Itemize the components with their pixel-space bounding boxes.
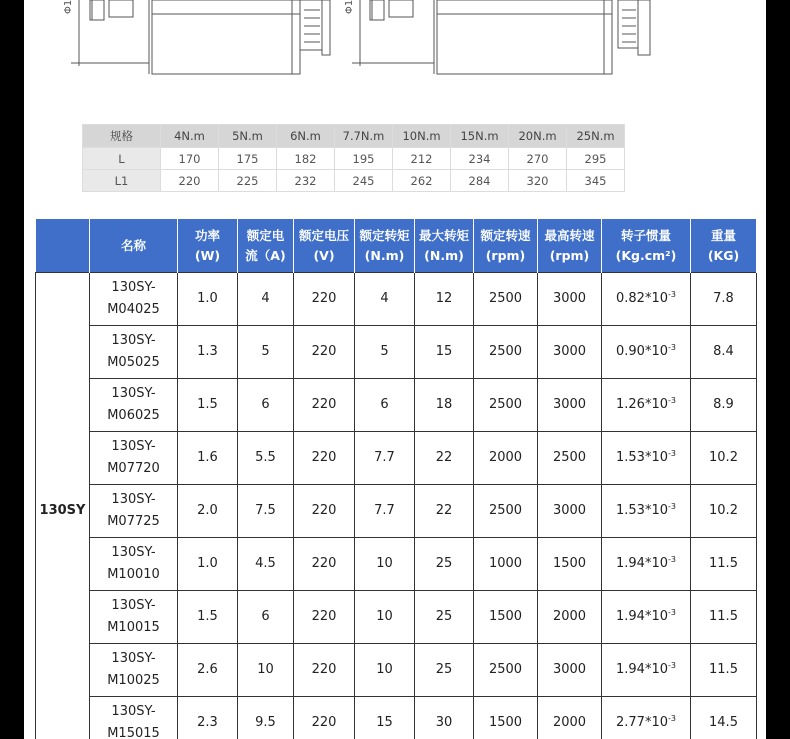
size-row-l	[83, 148, 625, 170]
rated-torque-cell: 7.7	[355, 485, 415, 538]
inertia-cell	[602, 697, 691, 739]
weight-cell: 10.2	[691, 485, 757, 538]
model-name	[90, 326, 178, 379]
size-spec: 15N.m	[451, 125, 509, 148]
power-cell: 2.6	[178, 644, 238, 697]
model-name-bottom: M07720	[107, 461, 160, 476]
size-row-label: L1	[83, 170, 161, 192]
header-inertia	[602, 219, 691, 273]
voltage-cell: 220	[294, 538, 355, 591]
size-value: 284	[451, 170, 509, 192]
rated-speed-cell: 2500	[474, 644, 538, 697]
max-speed-cell: 3000	[538, 379, 602, 432]
size-value: 320	[509, 170, 567, 192]
model-name	[90, 644, 178, 697]
header-line: 重量	[710, 227, 736, 243]
rated-speed-cell: 2000	[474, 432, 538, 485]
model-name-bottom: M07725	[107, 514, 160, 529]
size-value: 212	[393, 148, 451, 170]
model-name	[90, 273, 178, 326]
current-cell: 9.5	[238, 697, 294, 739]
voltage-cell: 220	[294, 697, 355, 739]
max-speed-cell: 2000	[538, 697, 602, 739]
voltage-cell: 220	[294, 432, 355, 485]
inertia-times-ten: *10	[644, 556, 668, 571]
table-row	[36, 432, 757, 485]
header-unit: 流（A)	[245, 247, 286, 263]
voltage-cell: 220	[294, 326, 355, 379]
rated-speed-cell: 1500	[474, 591, 538, 644]
header-unit: (KG)	[707, 247, 740, 263]
inertia-base: 1.26	[616, 397, 645, 412]
voltage-cell: 220	[294, 644, 355, 697]
header-rated-speed	[474, 219, 538, 273]
header-unit: (N.m)	[424, 247, 464, 263]
inertia-times-ten: *10	[644, 662, 668, 677]
model-name-bottom: M04025	[107, 302, 160, 317]
inertia-times-ten: *10	[644, 715, 668, 730]
size-spec: 20N.m	[509, 125, 567, 148]
weight-cell: 11.5	[691, 538, 757, 591]
header-line: 额定电	[246, 227, 285, 243]
current-cell: 6	[238, 591, 294, 644]
current-cell: 7.5	[238, 485, 294, 538]
header-voltage	[294, 219, 355, 273]
max-torque-cell: 25	[415, 591, 474, 644]
size-row-l1	[83, 170, 625, 192]
weight-cell: 11.5	[691, 644, 757, 697]
weight-cell: 7.8	[691, 273, 757, 326]
motor-drawing-svg	[24, 0, 766, 78]
voltage-cell: 220	[294, 591, 355, 644]
series-label: 130SY	[36, 273, 90, 739]
model-name-top: 130SY-	[111, 439, 156, 454]
current-cell: 5.5	[238, 432, 294, 485]
power-cell: 1.5	[178, 591, 238, 644]
model-name-top: 130SY-	[111, 280, 156, 295]
inertia-exponent: -3	[668, 396, 676, 405]
table-row	[36, 644, 757, 697]
header-line: 功率	[194, 227, 220, 243]
power-cell: 1.6	[178, 432, 238, 485]
inertia-cell	[602, 485, 691, 538]
inertia-cell	[602, 591, 691, 644]
model-name	[90, 379, 178, 432]
model-name	[90, 697, 178, 739]
inertia-base: 1.94	[616, 556, 645, 571]
model-name	[90, 538, 178, 591]
max-torque-cell: 22	[415, 432, 474, 485]
spec-table	[35, 219, 757, 739]
model-name-top: 130SY-	[111, 651, 156, 666]
header-name	[90, 219, 178, 273]
inertia-times-ten: *10	[644, 450, 668, 465]
max-speed-cell: 3000	[538, 273, 602, 326]
rated-torque-cell: 5	[355, 326, 415, 379]
max-speed-cell: 2000	[538, 591, 602, 644]
model-name-bottom: M10025	[107, 673, 160, 688]
rated-torque-cell: 10	[355, 591, 415, 644]
inertia-cell	[602, 273, 691, 326]
header-line: 最大转矩	[418, 227, 469, 243]
max-torque-cell: 15	[415, 326, 474, 379]
header-rated-torque	[355, 219, 415, 273]
inertia-cell	[602, 326, 691, 379]
spec-sheet	[24, 0, 766, 739]
model-name	[90, 432, 178, 485]
table-row	[36, 379, 757, 432]
inertia-base: 1.94	[616, 662, 645, 677]
header-line: 额定转速	[480, 227, 531, 243]
inertia-base: 0.82	[616, 291, 645, 306]
header-line: 额定电压	[298, 227, 349, 243]
model-name-top: 130SY-	[111, 598, 156, 613]
header-unit: (N.m)	[364, 247, 405, 263]
inertia-base: 2.77	[616, 715, 645, 730]
rated-torque-cell: 10	[355, 644, 415, 697]
header-power	[178, 219, 238, 273]
rated-torque-cell: 4	[355, 273, 415, 326]
power-cell: 1.3	[178, 326, 238, 379]
model-name-bottom: M06025	[107, 408, 160, 423]
rated-torque-cell: 10	[355, 538, 415, 591]
weight-cell: 8.9	[691, 379, 757, 432]
power-cell: 1.0	[178, 538, 238, 591]
inertia-cell	[602, 432, 691, 485]
inertia-base: 1.53	[616, 503, 645, 518]
rated-speed-cell: 2500	[474, 326, 538, 379]
size-spec: 5N.m	[219, 125, 277, 148]
size-value: 262	[393, 170, 451, 192]
model-name	[90, 591, 178, 644]
rated-speed-cell: 2500	[474, 485, 538, 538]
size-spec: 7.7N.m	[335, 125, 393, 148]
inertia-exponent: -3	[668, 555, 676, 564]
voltage-cell: 220	[294, 379, 355, 432]
current-cell: 10	[238, 644, 294, 697]
inertia-times-ten: *10	[644, 609, 668, 624]
header-line: 最高转速	[544, 227, 595, 243]
size-value: 295	[567, 148, 625, 170]
inertia-base: 0.90	[616, 344, 645, 359]
max-speed-cell: 1500	[538, 538, 602, 591]
rated-torque-cell: 15	[355, 697, 415, 739]
header-max-speed	[538, 219, 602, 273]
size-value: 345	[567, 170, 625, 192]
size-spec: 6N.m	[277, 125, 335, 148]
table-row	[36, 273, 757, 326]
model-name-top: 130SY-	[111, 333, 156, 348]
max-speed-cell: 3000	[538, 485, 602, 538]
current-cell: 6	[238, 379, 294, 432]
header-max-torque	[415, 219, 474, 273]
model-name-bottom: M15015	[107, 726, 160, 739]
rated-torque-cell: 7.7	[355, 432, 415, 485]
max-speed-cell: 3000	[538, 326, 602, 379]
spec-table-body	[36, 273, 757, 739]
inertia-exponent: -3	[668, 290, 676, 299]
size-value: 232	[277, 170, 335, 192]
weight-cell: 14.5	[691, 697, 757, 739]
inertia-times-ten: *10	[644, 291, 668, 306]
model-name-top: 130SY-	[111, 704, 156, 719]
inertia-base: 1.94	[616, 609, 645, 624]
dim-label-left: Φ1	[63, 0, 74, 14]
header-line: 转子惯量	[620, 227, 671, 243]
max-torque-cell: 18	[415, 379, 474, 432]
header-line: 名称	[120, 237, 146, 253]
inertia-base: 1.53	[616, 450, 645, 465]
max-speed-cell: 3000	[538, 644, 602, 697]
size-table-header	[83, 125, 625, 148]
header-unit: (Kg.cm²)	[615, 247, 677, 263]
inertia-exponent: -3	[668, 608, 676, 617]
table-row	[36, 591, 757, 644]
max-torque-cell: 30	[415, 697, 474, 739]
spec-table-header	[36, 219, 757, 273]
weight-cell: 11.5	[691, 591, 757, 644]
size-value: 195	[335, 148, 393, 170]
size-spec: 25N.m	[567, 125, 625, 148]
inertia-times-ten: *10	[644, 397, 668, 412]
header-unit: (W)	[194, 247, 221, 263]
current-cell: 4.5	[238, 538, 294, 591]
max-torque-cell: 22	[415, 485, 474, 538]
size-value: 170	[161, 148, 219, 170]
inertia-times-ten: *10	[644, 344, 668, 359]
size-value: 175	[219, 148, 277, 170]
current-cell: 4	[238, 273, 294, 326]
power-cell: 1.0	[178, 273, 238, 326]
max-torque-cell: 12	[415, 273, 474, 326]
table-row	[36, 697, 757, 739]
power-cell: 2.0	[178, 485, 238, 538]
current-cell: 5	[238, 326, 294, 379]
header-unit: (rpm)	[485, 247, 526, 263]
inertia-cell	[602, 644, 691, 697]
model-name-bottom: M10010	[107, 567, 160, 582]
size-value: 245	[335, 170, 393, 192]
header-current	[238, 219, 294, 273]
rated-speed-cell: 1000	[474, 538, 538, 591]
model-name-top: 130SY-	[111, 386, 156, 401]
header-blank	[36, 219, 90, 273]
size-value: 234	[451, 148, 509, 170]
model-name-bottom: M10015	[107, 620, 160, 635]
max-torque-cell: 25	[415, 644, 474, 697]
inertia-exponent: -3	[668, 502, 676, 511]
size-value: 182	[277, 148, 335, 170]
model-name-top: 130SY-	[111, 492, 156, 507]
weight-cell: 10.2	[691, 432, 757, 485]
model-name-bottom: M05025	[107, 355, 160, 370]
power-cell: 1.5	[178, 379, 238, 432]
model-name-top: 130SY-	[111, 545, 156, 560]
max-torque-cell: 25	[415, 538, 474, 591]
size-spec: 10N.m	[393, 125, 451, 148]
inertia-exponent: -3	[668, 714, 676, 723]
header-weight	[691, 219, 757, 273]
inertia-cell	[602, 379, 691, 432]
header-unit: (rpm)	[549, 247, 590, 263]
inertia-cell	[602, 538, 691, 591]
voltage-cell: 220	[294, 273, 355, 326]
rated-speed-cell: 2500	[474, 379, 538, 432]
table-row	[36, 485, 757, 538]
rated-speed-cell: 2500	[474, 273, 538, 326]
max-speed-cell: 2500	[538, 432, 602, 485]
inertia-exponent: -3	[668, 661, 676, 670]
rated-speed-cell: 1500	[474, 697, 538, 739]
table-row	[36, 538, 757, 591]
size-spec: 4N.m	[161, 125, 219, 148]
size-value: 270	[509, 148, 567, 170]
size-header-label: 规格	[83, 125, 161, 148]
inertia-exponent: -3	[668, 343, 676, 352]
size-row-label: L	[83, 148, 161, 170]
inertia-times-ten: *10	[644, 503, 668, 518]
inertia-exponent: -3	[668, 449, 676, 458]
rated-torque-cell: 6	[355, 379, 415, 432]
header-line: 额定转矩	[359, 227, 410, 243]
motor-dimension-drawing	[24, 0, 766, 78]
size-value: 220	[161, 170, 219, 192]
weight-cell: 8.4	[691, 326, 757, 379]
table-row	[36, 326, 757, 379]
power-cell: 2.3	[178, 697, 238, 739]
model-name	[90, 485, 178, 538]
size-table	[82, 124, 625, 192]
dim-label-right: Φ1	[344, 0, 355, 14]
voltage-cell: 220	[294, 485, 355, 538]
size-value: 225	[219, 170, 277, 192]
header-unit: (V)	[313, 247, 335, 263]
